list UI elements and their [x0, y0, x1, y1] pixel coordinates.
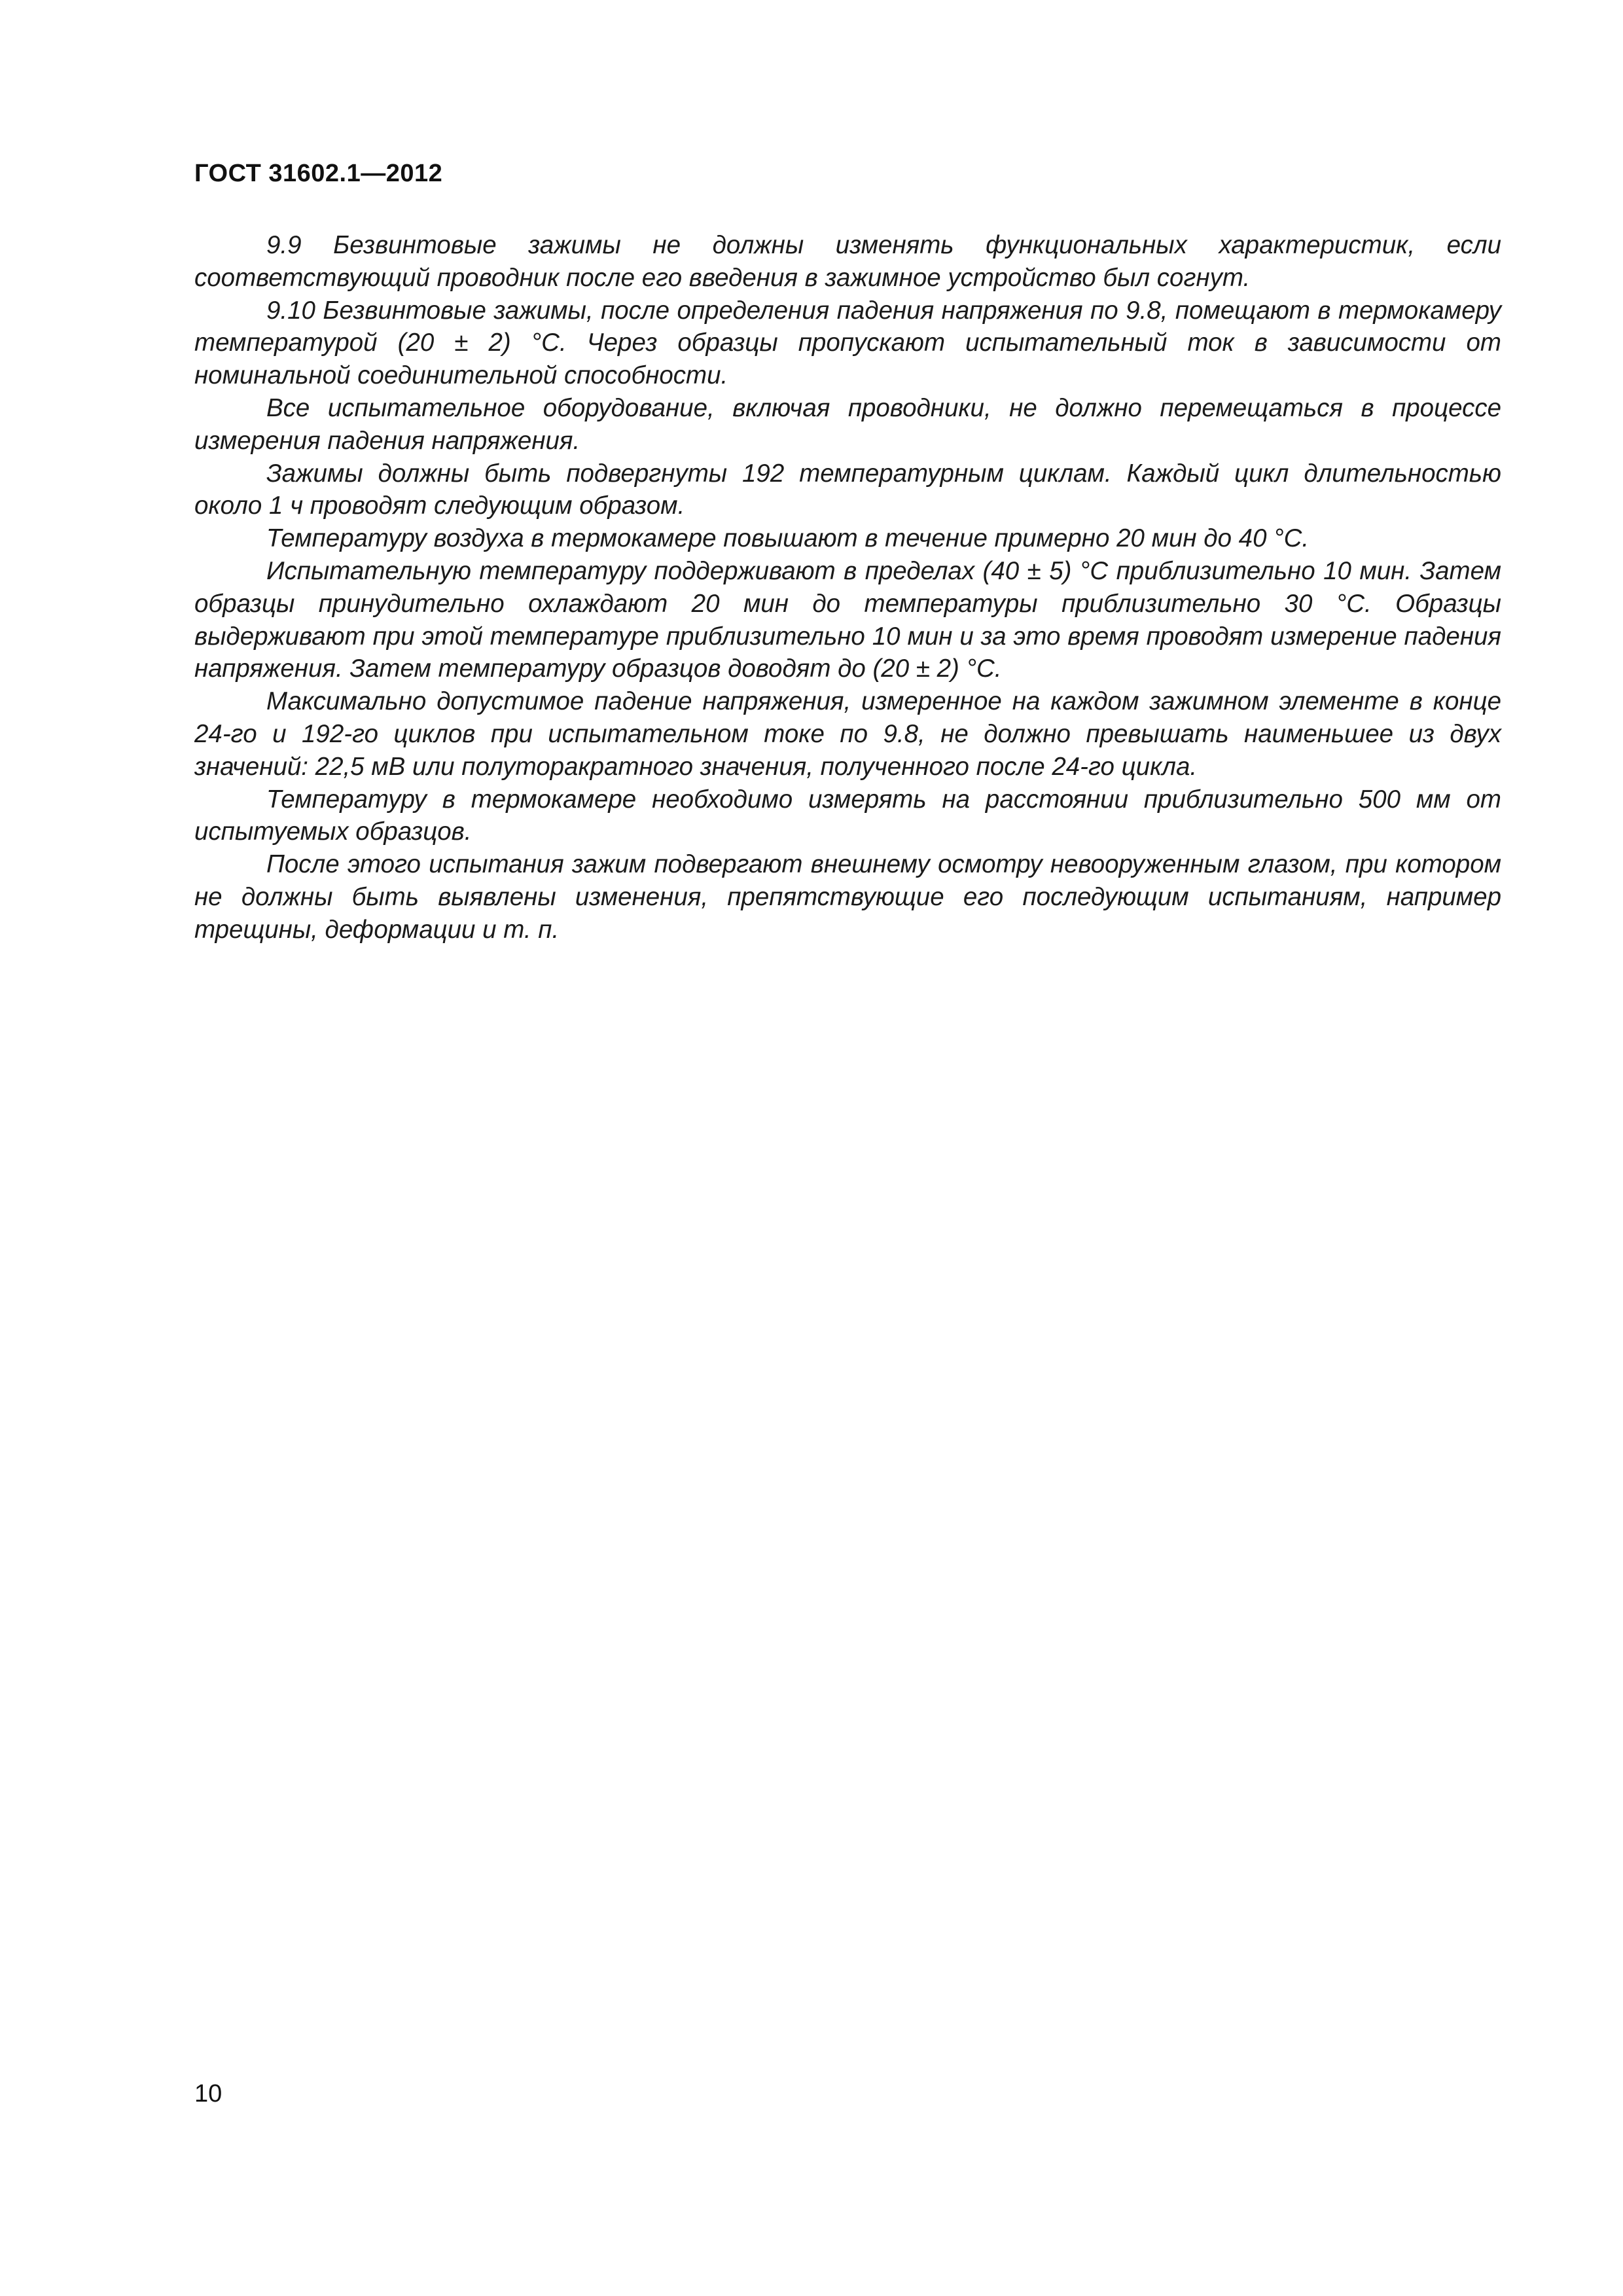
section-body — [194, 229, 1501, 946]
paragraph-9-9: 9.9 Безвинтовые зажимы не должны изменять функциональных характеристик, если соответствующий проводник после его введения в зажимное устройство был согнут. — [194, 231, 1501, 292]
paragraph-equipment: Все испытательное оборудование, включая проводники, не должно перемещаться в процессе измерения падения напряжения. — [194, 393, 1501, 455]
paragraph-heating: Температуру воздуха в термокамере повышают в течение примерно 20 мин до 40 °С. — [266, 524, 1310, 553]
paragraph-holding-cooling: Испытательную температуру поддерживают в пределах (40 ± 5) °С приблизительно 10 мин. Затем образцы принудительно охлаждают 20 мин до температуры приблизительно 30 °С. Образцы выдерживают при этой температуре приблизительно 10 мин и за это время проводят измерение падения напряжения. Затем температуру образцов доводят до (20 ± 2) °С. — [194, 556, 1501, 683]
standard-header: ГОСТ 31602.1—2012 — [194, 160, 443, 187]
page-number: 10 — [194, 2080, 223, 2108]
paragraph-9-10: 9.10 Безвинтовые зажимы, после определения падения напряжения по 9.8, помещают в термокамеру температурой (20 ± 2) °С. Через образцы пропускают испытательный ток в зависимости от номинальной соединительной способности. — [194, 296, 1501, 390]
paragraph-cycles: Зажимы должны быть подвергнуты 192 температурным циклам. Каждый цикл длительностью около 1 ч проводят следующим образом. — [194, 459, 1501, 520]
paragraph-max-voltage-drop: Максимально допустимое падение напряжения, измеренное на каждом зажимном элементе в конце 24-го и 192-го циклов при испытательном токе по 9.8, не должно превышать наименьшее из двух значений: 22,5 мВ или полуторакратного значения, полученного после 24-го цикла. — [194, 687, 1501, 781]
paragraph-temperature-measurement: Температуру в термокамере необходимо измерять на расстоянии приблизительно 500 мм от испытуемых образцов. — [194, 785, 1501, 846]
paragraph-visual-inspection: После этого испытания зажим подвергают внешнему осмотру невооруженным глазом, при котором не должны быть выявлены изменения, препятствующие его последующим испытаниям, например трещины, деформации и т. п. — [194, 850, 1501, 944]
